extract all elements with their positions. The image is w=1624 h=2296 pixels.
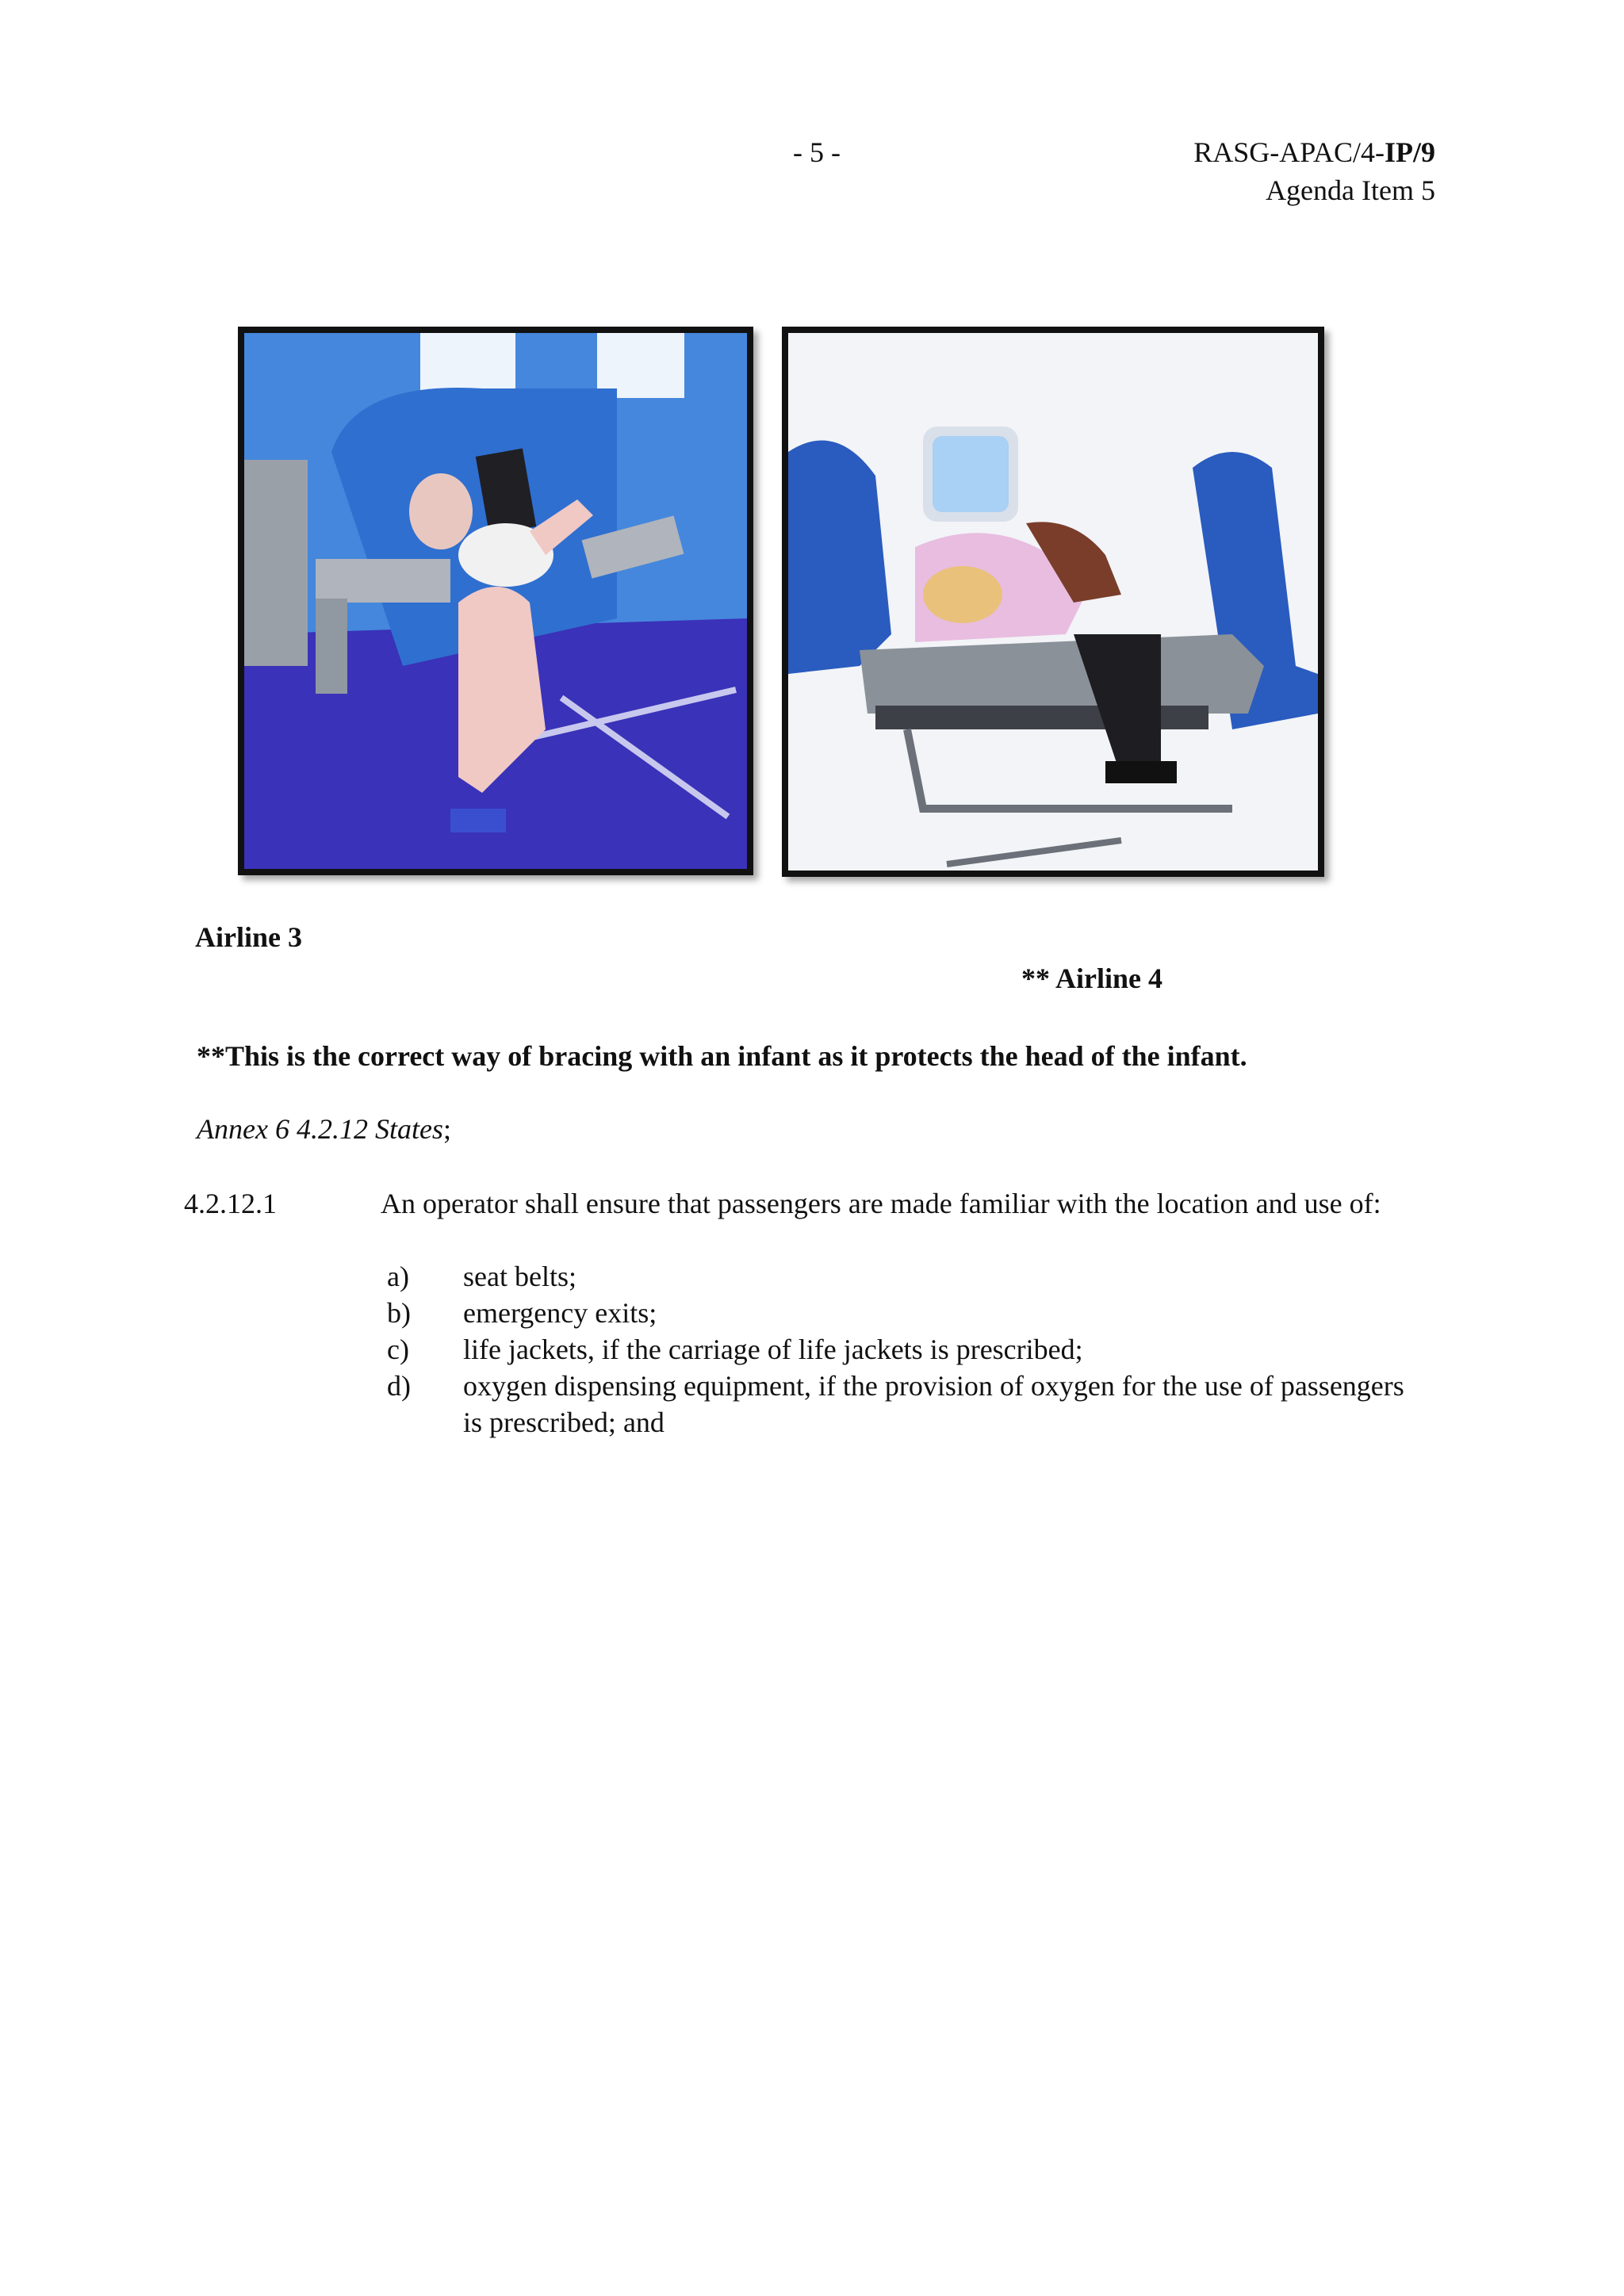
list-marker: b) <box>387 1297 411 1329</box>
list-item-text: oxygen dispensing equipment, if the provision of oxygen for the use of passengers <box>463 1370 1404 1402</box>
list-marker: a) <box>387 1261 409 1292</box>
airline-4-brace-with-infant-illustration <box>782 327 1324 877</box>
document-reference-prefix: RASG-APAC/4- <box>1193 136 1385 168</box>
list-item-continuation: is prescribed; and <box>463 1406 665 1438</box>
list-item-text: life jackets, if the carriage of life jackets is prescribed; <box>463 1334 1083 1365</box>
airline-4-illustration-svg <box>788 333 1318 871</box>
list-item-text: seat belts; <box>463 1261 576 1292</box>
clause-text: An operator shall ensure that passengers are made familiar with the location and use of: <box>381 1188 1381 1219</box>
document-reference <box>1094 135 1435 170</box>
figure-caption-airline-3: Airline 3 <box>195 921 302 953</box>
annex-reference <box>197 1112 451 1146</box>
clause-number: 4.2.12.1 <box>184 1188 277 1219</box>
document-reference-code: IP/9 <box>1384 136 1435 168</box>
agenda-item: Agenda Item 5 <box>1266 174 1435 206</box>
list-item-text: emergency exits; <box>463 1297 657 1329</box>
list-marker: d) <box>387 1370 411 1402</box>
page-number: - 5 - <box>793 136 841 168</box>
annex-reference-suffix: ; <box>442 1113 451 1145</box>
annex-reference-text: Annex 6 4.2.12 States <box>197 1113 443 1145</box>
list-marker: c) <box>387 1334 409 1365</box>
bracing-note: **This is the correct way of bracing with an infant as it protects the head of the infant. <box>197 1040 1247 1072</box>
airline-3-illustration-svg <box>244 333 747 869</box>
airline-3-brace-illustration <box>238 327 753 875</box>
figure-caption-airline-4: ** Airline 4 <box>1021 962 1162 994</box>
